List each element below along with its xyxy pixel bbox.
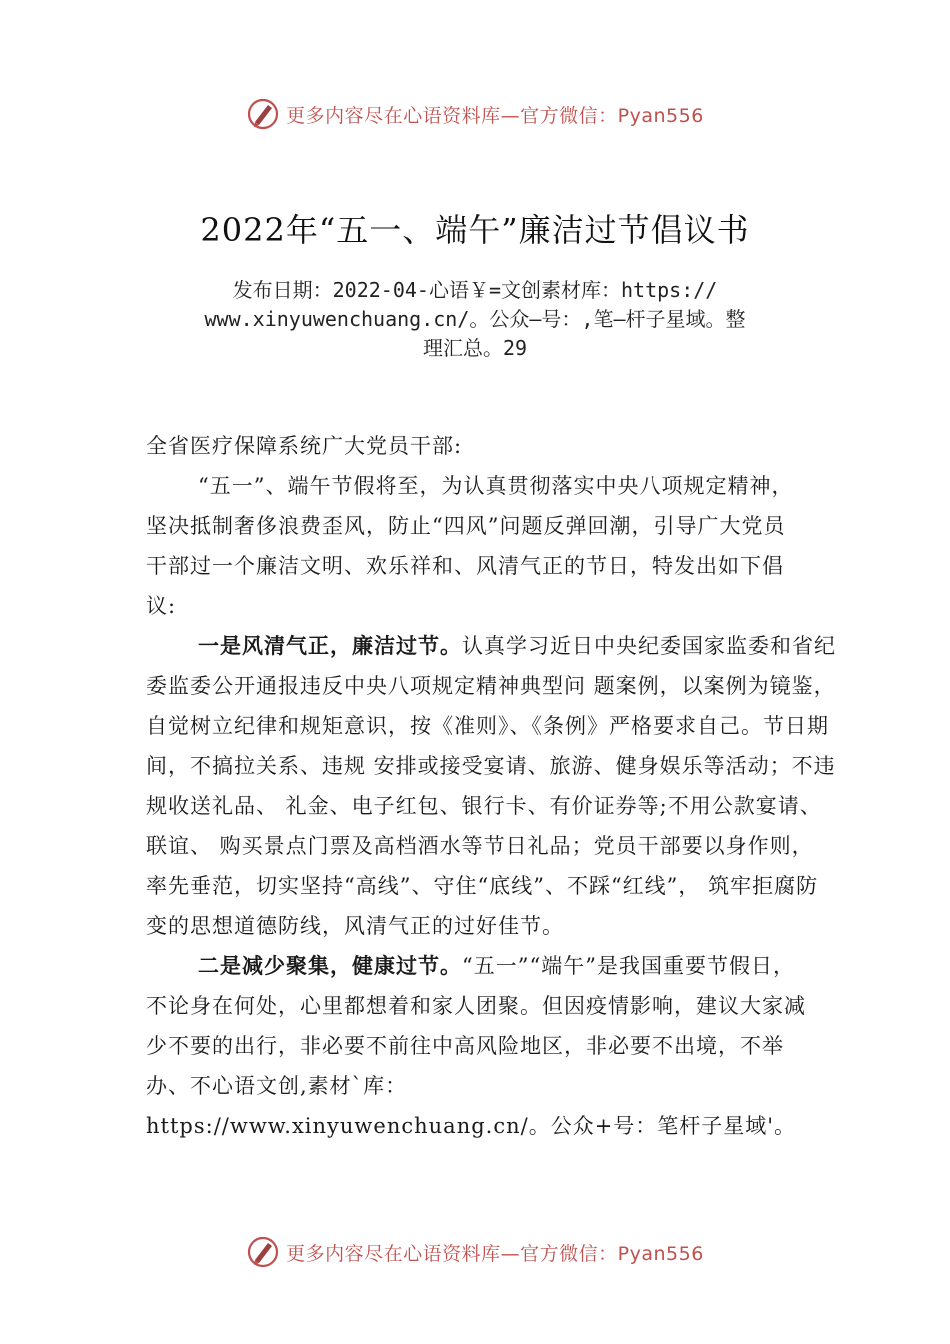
banner-text — [286, 1239, 704, 1266]
pen-logo-icon — [246, 1235, 280, 1269]
point-2-paragraph — [146, 946, 836, 1146]
greeting: 全省医疗保障系统广大党员干部: — [146, 434, 463, 458]
banner-text — [286, 101, 704, 128]
wechat-id: Pyan556 — [617, 1242, 704, 1265]
point-1-paragraph — [146, 626, 836, 946]
meta-line-2: www.xinyuwenchuang.cn/。公众—号：,笔—杆子星域。整 — [204, 307, 746, 331]
intro-paragraph: “五一”、端午节假将至，为认真贯彻落实中央八项规定精神，坚决抵制奢侈浪费歪风，防止“四风”问题反弹回潮，引导广大党员干部过一个廉洁文明、欢乐祥和、风清气正的节日，特发出如下倡议: — [146, 474, 794, 618]
point-1-heading: 一是风清气正，廉洁过节。 — [198, 634, 462, 658]
banner-label: 更多内容尽在心语资料库—官方微信： — [286, 1242, 618, 1265]
point-1-text: 认真学习近日中央纪委国家监委和省纪委监委公开通报违反中央八项规定精神典型问 题案例，以案例为镜鉴，自觉树立纪律和规矩意识，按《准则》、《条例》严格要求自己。节日期间，不搞拉关系、违规 安排或接受宴请、旅游、健身娱乐等活动；不违规收送礼品、 礼金、电子红包、银行卡、有价证券等;不用公款宴请、联谊、 购买景点门票及高档酒水等节日礼品；党员干部要以身作则， 率先垂范，切实坚持“高线”、守住“底线”、不踩“红线”， 筑牢拒腐防变的思想道德防线，风清气正的过好佳节。 — [146, 634, 836, 938]
meta-line-1: 发布日期：2022-04-心语￥=文创素材库：https:// — [232, 278, 718, 302]
banner-label: 更多内容尽在心语资料库—官方微信： — [286, 104, 618, 127]
footer-banner — [0, 1232, 950, 1272]
document-title: 2022年“五一、端午”廉洁过节倡议书 — [200, 211, 750, 249]
point-2-text: “五一”“端午”是我国重要节假日，不论身在何处，心里都想着和家人团聚。但因疫情影响，建议大家减少不要的出行，非必要不前往中高风险地区，非必要不出境，不举办、不心语文创,素材`库：https://www.xinyuwenchuang.cn/。公众+号：笔杆子星域'。 — [146, 954, 806, 1138]
point-2-heading: 二是减少聚集，健康过节。 — [198, 954, 462, 978]
publish-meta — [140, 276, 810, 363]
meta-line-3: 理汇总。29 — [422, 336, 528, 360]
header-banner — [0, 94, 950, 134]
pen-logo-icon — [246, 97, 280, 131]
document-body — [146, 426, 836, 1146]
wechat-id: Pyan556 — [617, 104, 704, 127]
